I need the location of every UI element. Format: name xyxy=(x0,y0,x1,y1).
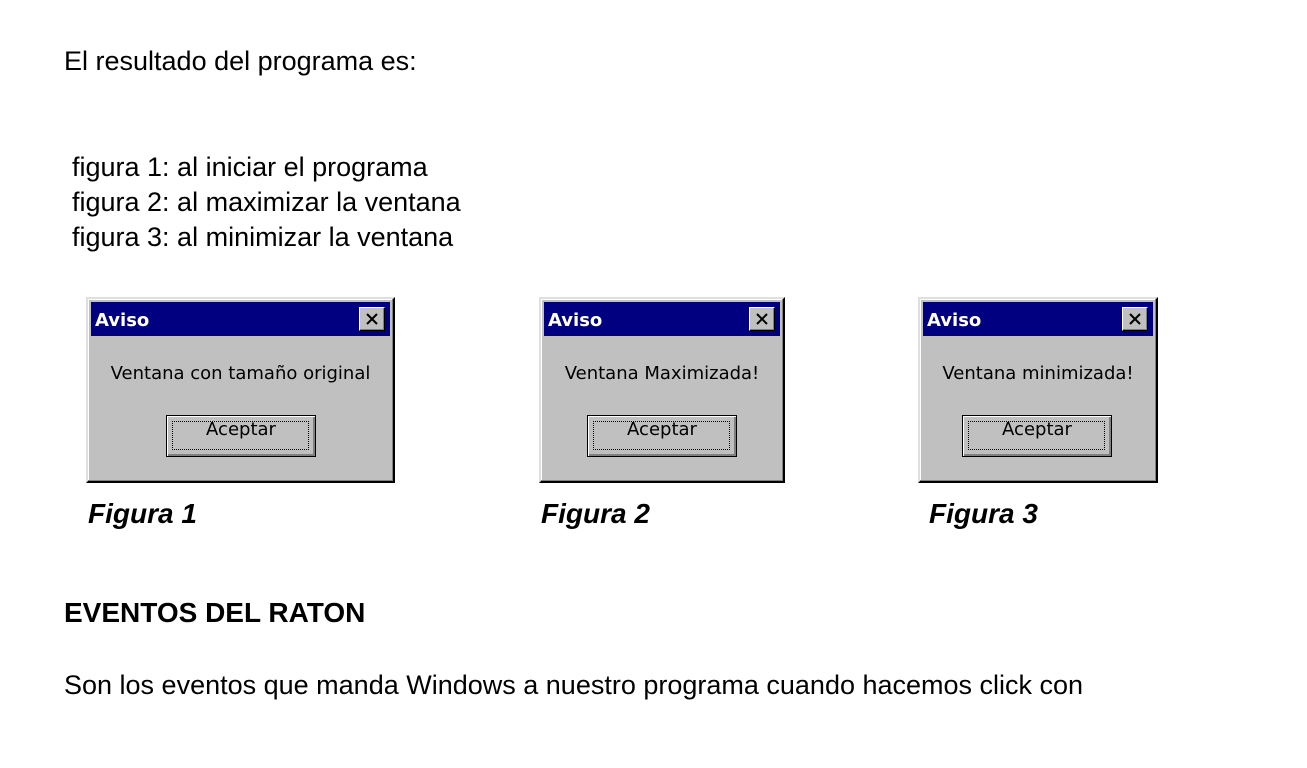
figure-caption: Figura 3 xyxy=(929,498,1038,529)
dialog-titlebar[interactable] xyxy=(923,302,1153,336)
close-icon xyxy=(366,313,378,325)
dialog-figura-3 xyxy=(918,297,1158,483)
dialog-message: Ventana Maximizada! xyxy=(564,363,760,384)
dialog-titlebar[interactable] xyxy=(91,302,390,336)
dialog-titlebar[interactable] xyxy=(544,302,780,336)
close-button[interactable] xyxy=(749,307,775,331)
aceptar-button[interactable] xyxy=(962,415,1112,457)
close-button[interactable] xyxy=(359,307,385,331)
figure-caption: Figura 1 xyxy=(88,498,197,529)
body-paragraph: Son los eventos que manda Windows a nuestro programa cuando hacemos click con xyxy=(64,670,1084,700)
intro-text: El resultado del programa es: xyxy=(64,46,417,76)
dialog-figura-1 xyxy=(86,297,395,483)
dialog-title: Aviso xyxy=(548,310,603,331)
close-icon xyxy=(1129,313,1141,325)
aceptar-button-label: Aceptar xyxy=(1002,419,1072,440)
figure-description-item: figura 1: al iniciar el programa xyxy=(72,152,428,182)
dialog-title: Aviso xyxy=(95,310,150,331)
close-icon xyxy=(756,313,768,325)
dialog-message: Ventana con tamaño original xyxy=(110,363,371,384)
aceptar-button-label: Aceptar xyxy=(627,419,697,440)
aceptar-button[interactable] xyxy=(166,415,316,457)
figure-caption: Figura 2 xyxy=(541,498,650,529)
dialog-message: Ventana minimizada! xyxy=(942,363,1134,384)
section-heading: EVENTOS DEL RATON xyxy=(64,597,366,628)
dialog-title: Aviso xyxy=(927,310,982,331)
aceptar-button[interactable] xyxy=(587,415,737,457)
figure-description-item: figura 2: al maximizar la ventana xyxy=(72,187,461,217)
aceptar-button-label: Aceptar xyxy=(206,419,276,440)
close-button[interactable] xyxy=(1122,307,1148,331)
figure-description-item: figura 3: al minimizar la ventana xyxy=(72,222,454,252)
figure-description-list xyxy=(72,150,461,255)
dialog-figura-2 xyxy=(539,297,785,483)
